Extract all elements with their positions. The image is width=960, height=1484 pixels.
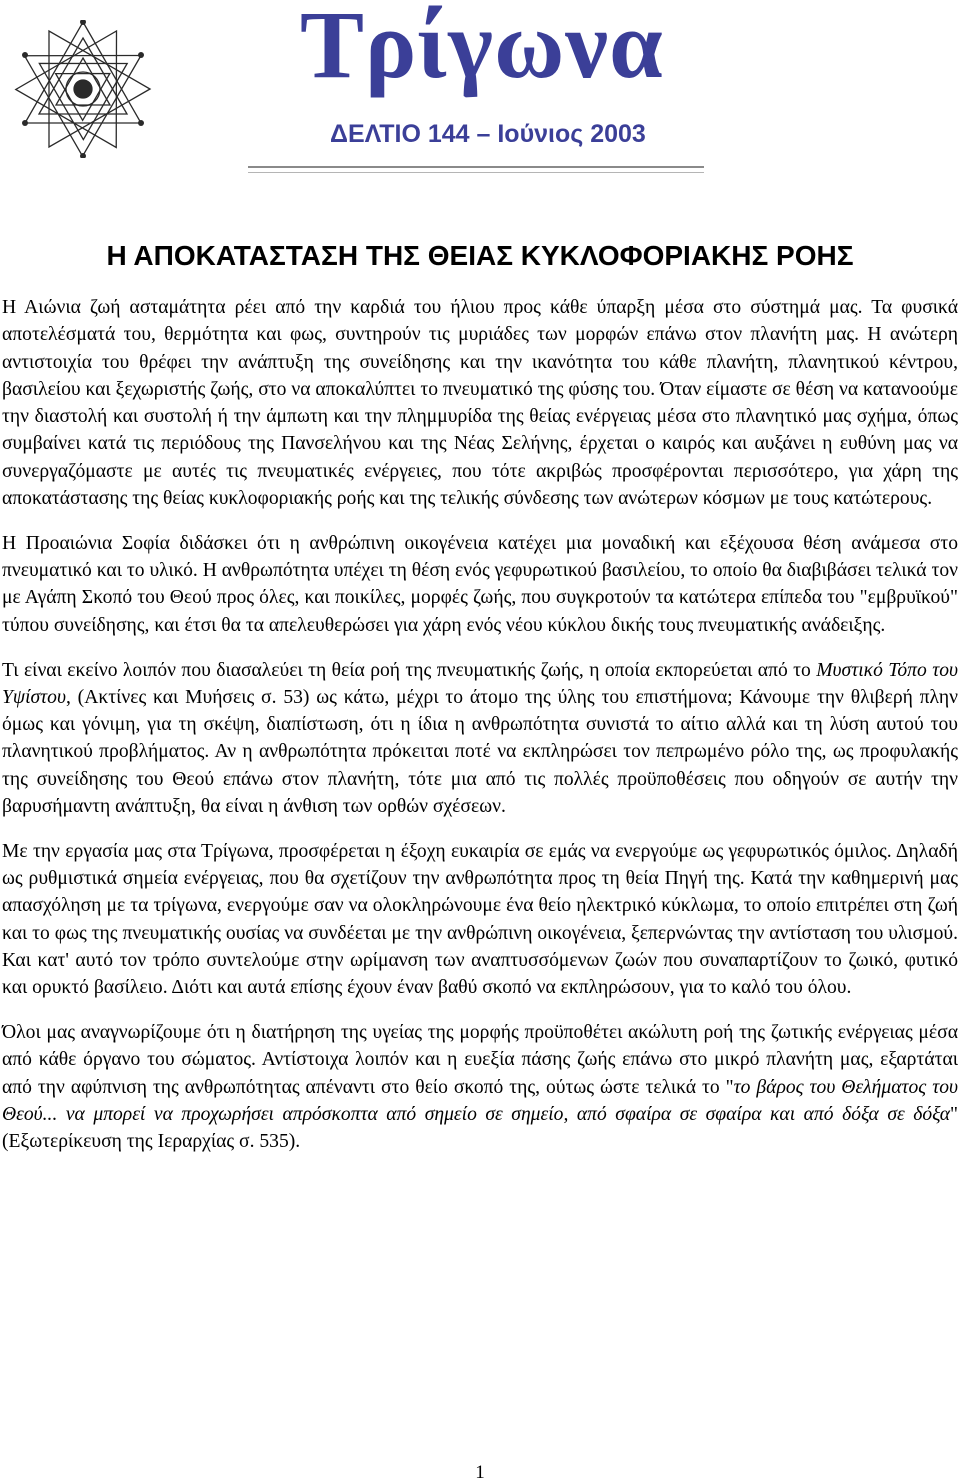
star-mandala-icon bbox=[14, 20, 152, 158]
paragraph-3-text-a: Τι είναι εκείνο λοιπόν που διασαλεύει τη θεία ροή της πνευματικής ζωής, η οποία εκπορεύεται από το bbox=[2, 659, 817, 681]
header-divider-thin bbox=[248, 172, 704, 173]
article-body bbox=[2, 294, 958, 1173]
page-number: 1 bbox=[475, 1462, 485, 1483]
logo bbox=[14, 20, 152, 158]
paragraph-1: Η Αιώνια ζωή ασταμάτητα ρέει από την καρδιά του ήλιου προς κάθε ύπαρξη μέσα στο σύστημά μας. Τα φυσικά αποτελέσματά του, θερμότητα και φως, συντηρούν τις μυριάδες των μορφών επάνω στον πλανήτη μας. Η ανώτερη αντιστοιχία του θρέφει την ανάπτυξη της συνείδησης και την ικανότητα του κάθε πλανήτη, πλανητικού κέντρου, βασιλείου και ξεχωριστής ζωής, στο να αποκαλύπτει το πνευματικό της φύσης του. Όταν είμαστε σε θέση να κατανοούμε την διαστολή και συστολή ή την άμπωτη και την πλημμυρίδα της θείας ενέργειας μέσα στο πλανητικό μας σχήμα, όπως συμβαίνει κατά τις περιόδους της Πανσελήνου και της Νέας Σελήνης, έρχεται ο καιρός και αυξάνει η ευθύνη μας να συνεργαζόμαστε με αυτές τις πνευματικές ενέργειες, που τότε ακριβώς προσφέρονται περισσότερο, για χάρη της αποκατάστασης της θείας κυκλοφοριακής ροής και της τελικής σύνδεσης των ανώτερων κόσμων με τους κατώτερους. bbox=[2, 297, 958, 510]
paragraph-4: Με την εργασία μας στα Τρίγωνα, προσφέρεται η έξοχη ευκαιρία σε εμάς να ενεργούμε ως γεφυρωτικός όμιλος. Δηλαδή ως ρυθμιστικά σημεία ενέργειας, που θα σχετίζουν την ανθρωπότητα προς τη θεία Πηγή της. Κατά την καθημερινή μας απασχόληση με τα τρίγωνα, ενεργούμε σαν να ολοκληρώνουμε ένα θείο ηλεκτρικό κύκλωμα, το οποίο επιτρέπει στη ζωή και το φως της πνευματικής ουσίας να συνδέεται με την ανθρώπινη οικογένεια, ξεπερνώντας την αντίσταση του υλισμού. Και κατ' αυτό τον τρόπο συντελούμε στην ωρίμανση των αναπτυσσόμενων ζωών που συναπαρτίζουν το ζωικό, φυτικό και ορυκτό βασίλειο. Διότι και αυτά επίσης έχουν έναν βαθύ σκοπό να εκπληρώσουν, για το καλό του όλου. bbox=[2, 840, 958, 999]
newsletter-title: Τρίγωνα bbox=[300, 0, 664, 98]
header-divider bbox=[248, 166, 704, 168]
paragraph-3-italic: Μυστικό Τόπο του Υψίστου bbox=[2, 659, 959, 708]
paragraph-5-quote: το βάρος του Θελήματος του Θεού... να μπορεί να προχωρήσει απρόσκοπτα από σημείο σε σημείο, από σφαίρα σε σφαίρα και από δόξα σε δόξα bbox=[2, 1076, 958, 1126]
paragraph-5 bbox=[2, 1019, 958, 1155]
article-heading: Η ΑΠΟΚΑΤΑΣΤΑΣΗ ΤΗΣ ΘΕΙΑΣ ΚΥΚΛΟΦΟΡΙΑΚΗΣ ΡΟΗΣ bbox=[106, 240, 854, 271]
paragraph-5-text-b: " (Εξωτερίκευση της Ιεραρχίας σ. 535). bbox=[2, 1104, 958, 1153]
paragraph-5-text-a: Όλοι μας αναγνωρίζουμε ότι η διατήρηση της υγείας της μορφής προϋποθέτει ακώλυτη ροή της ζωτικής ενέργειας μέσα από κάθε όργανο του σώματος. Αντίστοιχα λοιπόν και η ευεξία πάσης ζωής επάνω στο μικρό πλανήτη μας, εξαρτάται από την αφύπνιση της ανθρωπότητας απέναντι στο θείο σκοπό της, ούτως ώστε τελικά το " bbox=[2, 1022, 958, 1098]
paragraph-3-text-b: , (Ακτίνες και Μυήσεις σ. 53) ως κάτω, μέχρι το άτομο της ύλης του επιστήμονα; Κάνουμε την θλιβερή πλην όμως και γόνιμη, για τη σκέψη, διαπίστωση, ότι η ίδια η ανθρωπότητα συνιστά το αίτιο αλλά και τη λύση αυτού του πλανητικού προβλήματος. Αν η ανθρωπότητα πρόκειται ποτέ να εκπληρώσει τον πεπρωμένο ρόλο της, ως προφυλακής της συνείδησης του Θεού επάνω στον πλανήτη, τότε μια από τις πολλές προϋποθέσεις που οδηγούν σε αυτήν την βαρυσήμαντη ανάπτυξη, θα είναι η άνθιση των ορθών σχέσεων. bbox=[2, 686, 958, 818]
paragraph-2: Η Προαιώνια Σοφία διδάσκει ότι η ανθρώπινη οικογένεια κατέχει μια μοναδική και εξέχουσα θέση ανάμεσα στο πνευματικό και το υλικό. Η ανθρωπότητα υπέχει τη θέση ενός γεφυρωτικού βασιλείου, το οποίο θα διαβιβάσει τελικά τον με Αγάπη Σκοπό του Θεού προς όλες, και ποικίλες, μορφές ζωής, που συγκροτούν τα κατώτερα επίπεδα του "εμβρυϊκού" τύπου συνείδησης, και έτσι θα τα απελευθερώσει για χάρη ενός νέου κύκλου δικής τους πνευματικής ανάδειξης. bbox=[2, 532, 958, 636]
issue-subtitle: ΔΕΛΤΙΟ 144 – Ιούνιος 2003 bbox=[330, 120, 646, 148]
paragraph-3 bbox=[2, 657, 958, 821]
